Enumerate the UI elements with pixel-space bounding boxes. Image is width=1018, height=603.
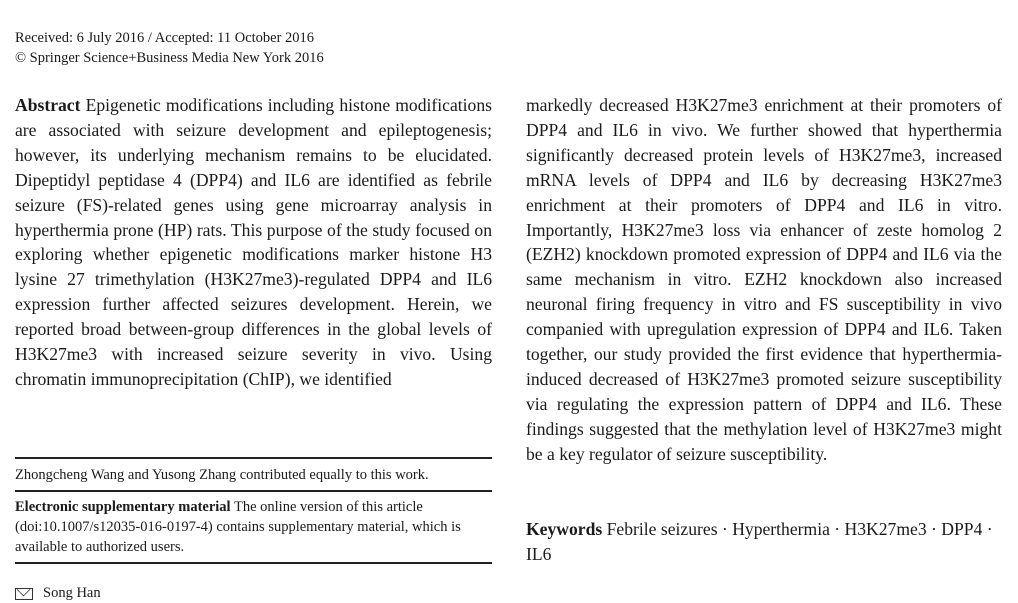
- footnote-rule-top: [15, 457, 492, 459]
- esm-label: Electronic supplementary material: [15, 499, 231, 515]
- contribution-note: Zhongcheng Wang and Yusong Zhang contributed equally to this work.: [15, 467, 429, 483]
- copyright-line: © Springer Science+Business Media New York 2016: [15, 50, 324, 66]
- abstract-body-right: markedly decreased H3K27me3 enrichment at their promoters of DPP4 and IL6 in vivo. We further showed that hyperthermia significantly decreased protein levels of H3K27me3, increased mRNA levels of DPP4 and IL6 by decreasing H3K27me3 enrichment at their promoters of DPP4 and IL6 in vitro. Importantly, H3K27me3 loss via enhancer of zeste homolog 2 (EZH2) knockdown promoted expression of DPP4 and IL6 via the same mechanism in vitro. EZH2 knockdown also increased neuronal firing frequency in vitro and FS susceptibility in vivo companied with upregulation expression of DPP4 and IL6. Taken together, our study provided the first evidence that hyperthermia-induced decreased of H3K27me3 promoted seizure susceptibility via regulating the expression pattern of DPP4 and IL6. These findings suggested that the methylation level of H3K27me3 might be a key regulator of seizure susceptibility.: [526, 95, 1002, 464]
- footnote-rule-bottom: [15, 562, 492, 564]
- corresponding-author-name: Song Han: [43, 585, 101, 601]
- abstract-label: Abstract: [15, 95, 81, 115]
- abstract-left-column: [15, 93, 492, 392]
- keywords-label: Keywords: [526, 519, 603, 539]
- footnote-rule-middle: [15, 490, 492, 492]
- abstract-right-column: [526, 93, 1002, 467]
- supplementary-material-note: [15, 497, 492, 557]
- abstract-paragraph: [15, 93, 492, 392]
- keywords-block: [526, 517, 1002, 567]
- esm-text: The online version of this article (doi:10.1007/s12035-016-0197-4) contains supplementary material, which is available to authorized users.: [15, 499, 461, 555]
- abstract-body-left: Epigenetic modifications including histone modifications are associated with seizure development and epileptogenesis; however, its underlying mechanism remains to be elucidated. Dipeptidyl peptidase 4 (DPP4) and IL6 are identified as febrile seizure (FS)-related genes using gene microarray analysis in hyperthermia prone (HP) rats. This purpose of the study focused on exploring whether epigenetic modifications marker histone H3 lysine 27 trimethylation (H3K27me3)-regulated DPP4 and IL6 expression further affected seizures development. Herein, we reported broad between-group differences in the global levels of H3K27me3 with increased seizure severity in vivo. Using chromatin immunoprecipitation (ChIP), we identified: [15, 95, 492, 389]
- envelope-icon: [15, 588, 33, 600]
- keywords-list: Febrile seizures · Hyperthermia · H3K27me3 · DPP4 · IL6: [526, 519, 993, 564]
- corresponding-author: [15, 583, 101, 603]
- received-accepted-dates: Received: 6 July 2016 / Accepted: 11 October 2016: [15, 30, 315, 46]
